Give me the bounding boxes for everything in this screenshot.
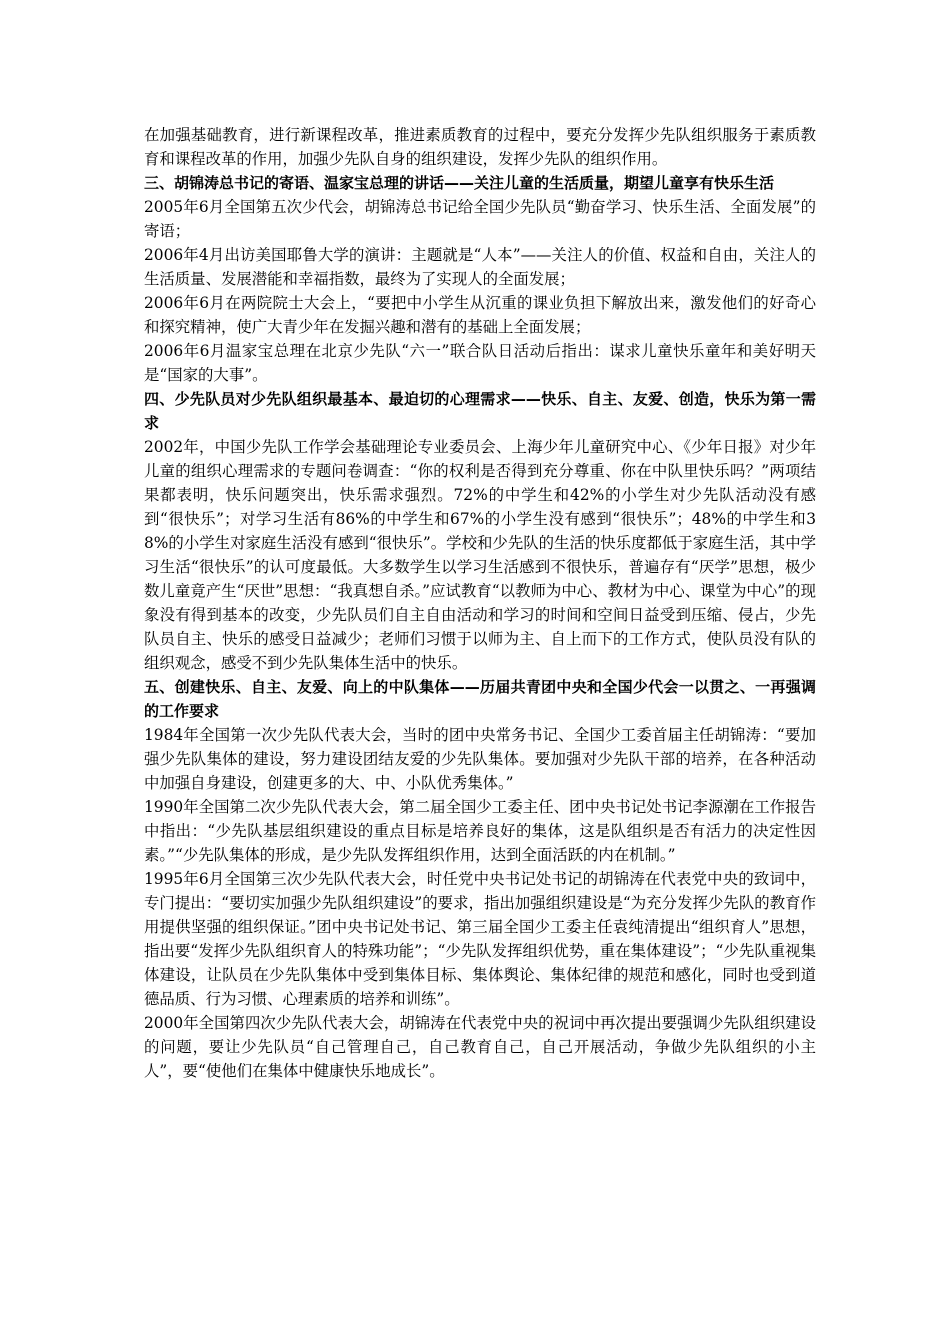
paragraph-2000: 2000年全国第四次少先队代表大会，胡锦涛在代表党中央的祝词中再次提出要强调少先队组织建设的问题，要让少先队员“自己管理自己，自己教育自己，自己开展活动，争做少先队组织的小主人”，要“使他们在集体中健康快乐地成长”。	[144, 1014, 816, 1080]
section-heading-3: 三、胡锦涛总书记的寄语、温家宝总理的讲话——关注儿童的生活质量，期望儿童享有快乐生活	[144, 174, 775, 192]
paragraph-1984: 1984年全国第一次少先队代表大会，当时的团中央常务书记、全国少工委首届主任胡锦涛：“要加强少先队集体的建设，努力建设团结友爱的少先队集体。要加强对少先队干部的培养，在各种活动中加强自身建设，创建更多的大、中、小队优秀集体。”	[144, 726, 816, 792]
paragraph-2006-june-premier: 2006年6月温家宝总理在北京少先队“六一”联合队日活动后指出：谋求儿童快乐童年和美好明天是“国家的大事”。	[144, 342, 816, 384]
paragraph-2005: 2005年6月全国第五次少代会，胡锦涛总书记给全国少先队员“勤奋学习、快乐生活、全面发展”的寄语；	[144, 198, 816, 240]
paragraph-intro: 在加强基础教育，进行新课程改革，推进素质教育的过程中，要充分发挥少先队组织服务于素质教育和课程改革的作用，加强少先队自身的组织建设，发挥少先队的组织作用。	[144, 126, 816, 168]
section-heading-4: 四、少先队员对少先队组织最基本、最迫切的心理需求——快乐、自主、友爱、创造，快乐为第一需求	[144, 390, 816, 432]
section-heading-5: 五、创建快乐、自主、友爱、向上的中队集体——历届共青团中央和全国少代会一以贯之、一再强调的工作要求	[144, 678, 816, 720]
paragraph-1990: 1990年全国第二次少先队代表大会，第二届全国少工委主任、团中央书记处书记李源潮在工作报告中指出：“少先队基层组织建设的重点目标是培养良好的集体，这是队组织是否有活力的决定性因素。”“少先队集体的形成，是少先队发挥组织作用，达到全面活跃的内在机制。”	[144, 798, 816, 864]
paragraph-2002-survey: 2002年，中国少先队工作学会基础理论专业委员会、上海少年儿童研究中心、《少年日报》对少年儿童的组织心理需求的专题问卷调查：“你的权利是否得到充分尊重、你在中队里快乐吗？”两项结果都表明，快乐问题突出，快乐需求强烈。72%的中学生和42%的小学生对少先队活动没有感到“很快乐”；对学习生活有86%的中学生和67%的小学生没有感到“很快乐”；48%的中学生和38%的小学生对家庭生活没有感到“很快乐”。学校和少先队的生活的快乐度都低于家庭生活，其中学习生活“很快乐”的认可度最低。大多数学生以学习生活感到不很快乐，普遍存有“厌学”思想，极少数儿童竟产生“厌世”思想：“我真想自杀。”应试教育“以教师为中心、教材为中心、课堂为中心”的现象没有得到基本的改变，少先队员们自主自由活动和学习的时间和空间日益受到压缩、侵占，少先队员自主、快乐的感受日益减少；老师们习惯于以师为主、自上而下的工作方式，使队员没有队的组织观念，感受不到少先队集体生活中的快乐。	[144, 438, 816, 672]
paragraph-1995: 1995年6月全国第三次少先队代表大会，时任党中央书记处书记的胡锦涛在代表党中央的致词中，专门提出：“要切实加强少先队组织建设”的要求，指出加强组织建设是“为充分发挥少先队的教育作用提供坚强的组织保证。”团中央书记处书记、第三届全国少工委主任袁纯清提出“组织育人”思想，指出要“发挥少先队组织育人的特殊功能”；“少先队发挥组织优势，重在集体建设”；“少先队重视集体建设，让队员在少先队集体中受到集体目标、集体舆论、集体纪律的规范和感化，同时也受到道德品质、行为习惯、心理素质的培养和训练”。	[144, 870, 816, 1008]
paragraph-2006-june-academy: 2006年6月在两院院士大会上，“要把中小学生从沉重的课业负担下解放出来，激发他们的好奇心和探究精神，使广大青少年在发掘兴趣和潜有的基础上全面发展；	[144, 294, 816, 336]
document-page	[144, 123, 816, 1083]
paragraph-2006-april: 2006年4月出访美国耶鲁大学的演讲：主题就是“人本”——关注人的价值、权益和自由，关注人的生活质量、发展潜能和幸福指数，最终为了实现人的全面发展；	[144, 246, 816, 288]
